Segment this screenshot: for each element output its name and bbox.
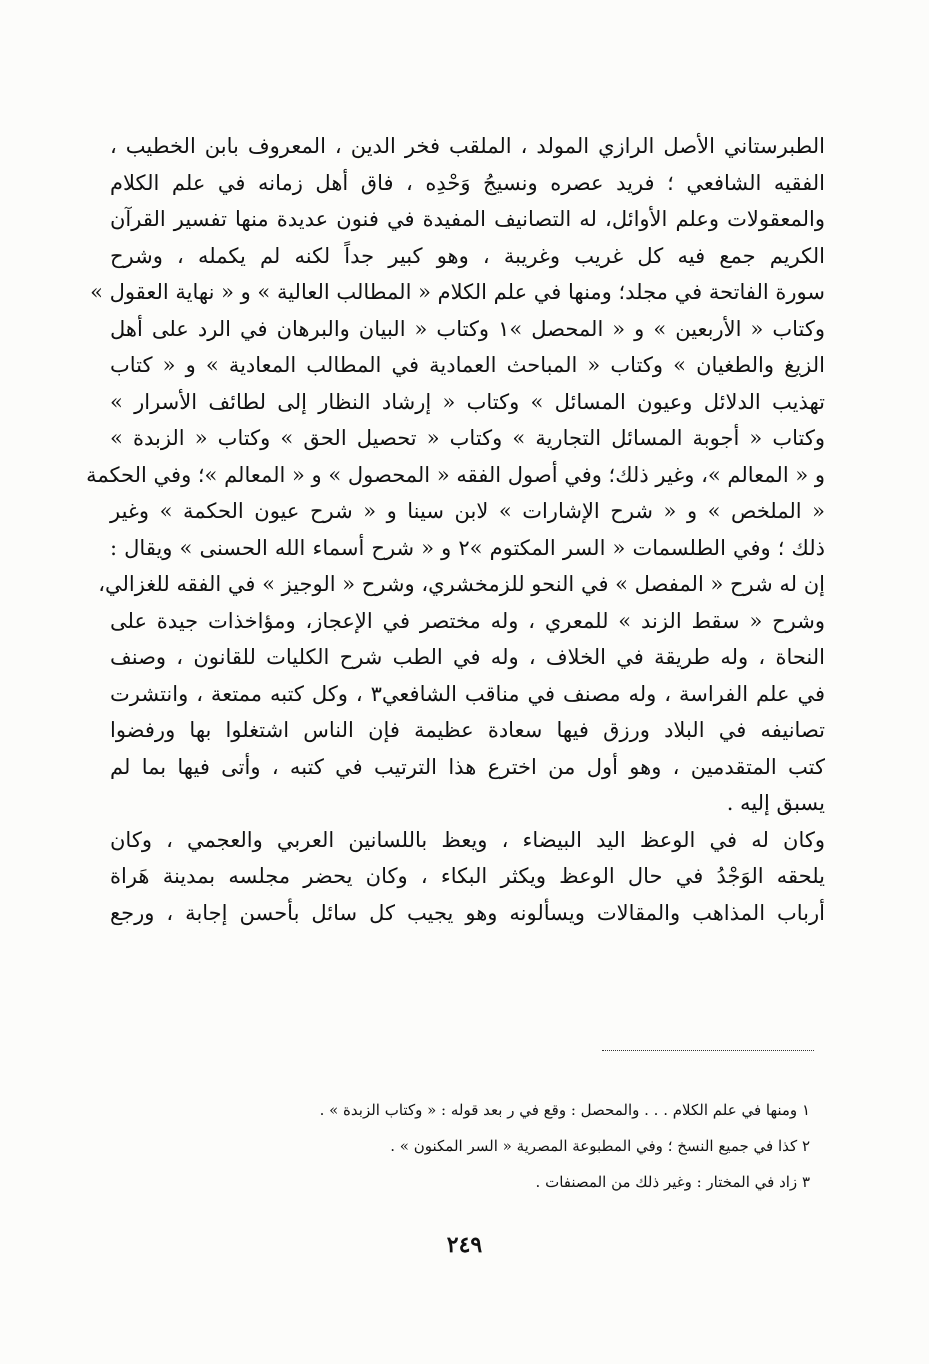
paragraph-end-line: يسبق إليه . [726, 791, 825, 815]
footnote-2: ٢ كذا في جميع النسخ ؛ وفي المطبوعة المصرية « السر المكنون » . [390, 1137, 810, 1155]
text-line: يلحقه الوَجْدُ في حال الوعظ ويكثر البكاء ، وكان يحضر مجلسه بمدينة هَراة [110, 864, 825, 888]
text-line: وشرح « سقط الزند » للمعري ، وله مختصر في الإعجاز، ومؤاخذات جيدة على [110, 608, 825, 633]
text-line: و « المعالم »، وغير ذلك؛ وفي أصول الفقه « المحصول » و « المعالم »؛ وفي الحكمة [86, 462, 825, 487]
text-line: ذلك ؛ وفي الطلسمات « السر المكتوم »٢ و « شرح أسماء الله الحسنى » ويقال : [110, 535, 825, 560]
text-line: أرباب المذاهب والمقالات ويسألونه وهو يجيب كل سائل بأحسن إجابة ، ورجع [110, 900, 825, 925]
main-text [86, 128, 825, 931]
text-line: وكتاب « الأربعين » و « المحصل »١ وكتاب « البيان والبرهان في الرد على أهل [110, 316, 825, 341]
text-line: الكريم جمع فيه كل غريب وغريبة ، وهو كبير جداً لكنه لم يكمله ، وشرح [110, 243, 825, 268]
text-line: كتب المتقدمين ، وهو أول من اخترع هذا الترتيب في كتبه ، وأتى فيها بما لم [110, 754, 825, 779]
text-line: الفقيه الشافعي ؛ فريد عصره ونسيجُ وَحْدِه ، فاق أهل زمانه في علم الكلام [110, 170, 825, 195]
text-line: وكان له في الوعظ اليد البيضاء ، ويعظ باللسانين العربي والعجمي ، وكان [110, 827, 825, 852]
footnote-divider [602, 1050, 814, 1051]
footnote-1: ١ ومنها في علم الكلام . . . والمحصل : وقع في ر بعد قوله : « وكتاب الزبدة » . [319, 1101, 810, 1119]
footnote-3: ٣ زاد في المختار : وغير ذلك من المصنفات . [535, 1173, 810, 1191]
page-number: ٢٤٩ [446, 1232, 483, 1258]
text-line: سورة الفاتحة في مجلد؛ ومنها في علم الكلام « المطالب العالية » و « نهاية العقول » [90, 280, 825, 304]
footnotes [200, 1092, 810, 1200]
text-line: النحاة ، وله طريقة في الخلاف ، وله في الطب شرح الكليات للقانون ، وصنف [110, 645, 825, 669]
text-line: الطبرستاني الأصل الرازي المولد ، الملقب فخر الدين ، المعروف بابن الخطيب ، [110, 134, 825, 158]
text-line: والمعقولات وعلم الأوائل، له التصانيف المفيدة في فنون عديدة منها تفسير القرآن [110, 207, 825, 231]
text-line: إن له شرح « المفصل » في النحو للزمخشري، وشرح « الوجيز » في الفقه للغزالي، [98, 572, 825, 596]
text-line: « الملخص » و « شرح الإشارات » لابن سينا و « شرح عيون الحكمة » وغير [110, 499, 825, 523]
text-line: في علم الفراسة ، وله مصنف في مناقب الشافعي٣ ، وكل كتبه ممتعة ، وانتشرت [110, 681, 825, 706]
text-line: تصانيفه في البلاد ورزق فيها سعادة عظيمة فإن الناس اشتغلوا بها ورفضوا [110, 718, 825, 742]
text-line: وكتاب « أجوبة المسائل التجارية » وكتاب « تحصيل الحق » وكتاب « الزبدة » [110, 426, 825, 450]
text-line: الزيغ والطغيان » وكتاب « المباحث العمادية في المطالب المعادية » و « كتاب [110, 353, 825, 377]
text-line: تهذيب الدلائل وعيون المسائل » وكتاب « إرشاد النظار إلى لطائف الأسرار » [110, 389, 825, 414]
